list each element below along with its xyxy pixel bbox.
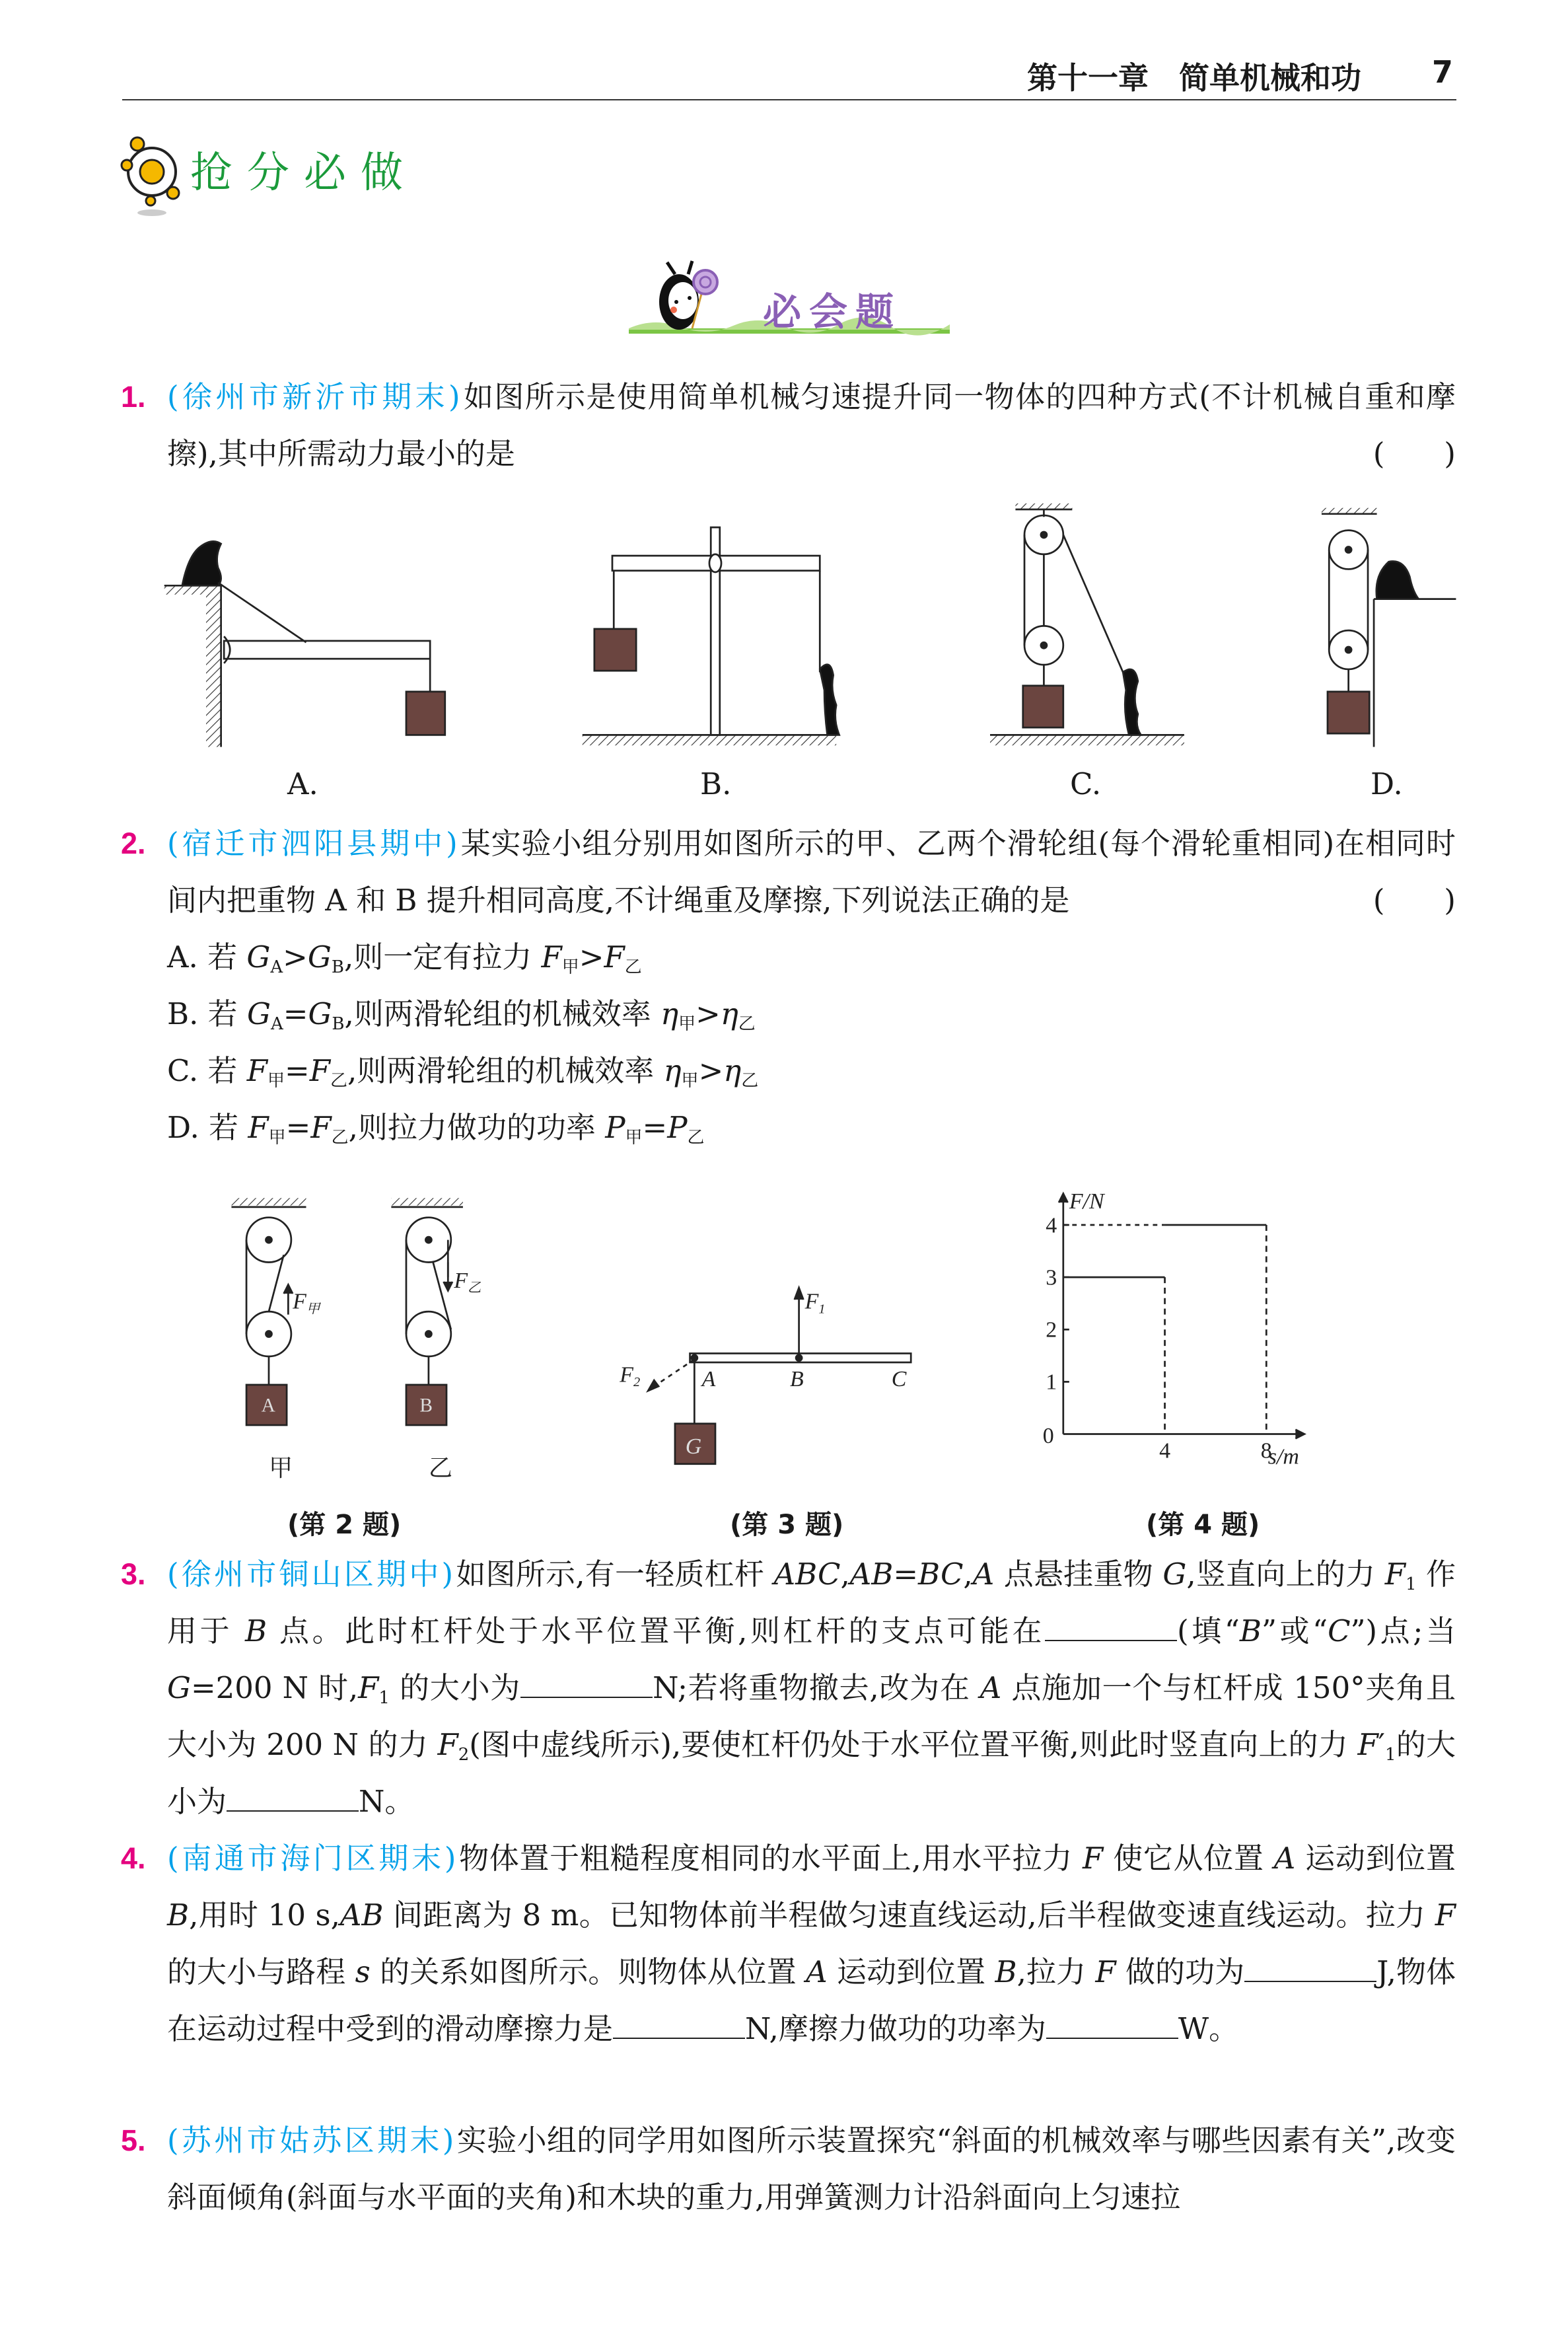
question-number: 1. [121,380,146,414]
page-number: 7 [1432,54,1454,90]
weight-g-label: G [685,1434,702,1459]
question-text: 如图所示,有一轻质杠杆 ABC,AB=BC,A 点悬挂重物 G,竖直向上的力 $F_1$ 作用于 B 点。此时杠杆处于水平位置平衡,则杠杆的支点可能在 (填“B”或“C”)点;当 G=200 N 时$,F_1$ 的大小为 N;若将重物撤去,改为在 A 点施加一个与杠杆成 150°夹角且大小为 200 N 的力 $F_2$(图中虚线所示),要使杠杆仍处于水平位置平衡,则此时竖直向上的力 $F'_1$的大小为 N。 [167,1557,1456,1819]
section-title: 抢分必做 [190,149,417,198]
question-number: 3. [121,1557,146,1591]
figure-a-lever-wall [164,541,445,747]
x-tick-label: 8 [1260,1438,1272,1463]
figure-b-balance [583,527,839,745]
y-axis-arrow [1059,1194,1068,1203]
force-f2-label: $F_2$ [620,1362,641,1390]
question-text: 物体置于粗糙程度相同的水平面上,用水平拉力 F 使它从位置 A 运动到位置 B,用时 10 s,AB 间距离为 8 m。已知物体前半程做匀速直线运动,后半程做变速直线运动。拉力 F 的大小与路程 s 的关系如图所示。则物体从位置 A 运动到位置 B,拉力 F 做的功为 J,物体在运动过程中受到的滑动摩擦力是 N,摩擦力做功的功率为 W。 [167,1841,1456,2046]
figure-label-a: A. [287,766,318,801]
answer-bracket[interactable]: ( ) [1372,436,1456,471]
point-b-label: B [790,1367,804,1392]
y-axis-label: F/N [1069,1189,1104,1214]
question-text: 如图所示是使用简单机械匀速提升同一物体的四种方式(不计机械自重和摩擦),其中所需动力最小的是 [167,379,1456,471]
y-tick-label: 3 [1046,1265,1057,1290]
option-b: B. 若 $G_A=G_B$,则两滑轮组的机械效率 $\eta_甲>\eta_乙$ [167,996,756,1034]
y-tick-label: 2 [1046,1317,1057,1343]
x-axis-arrow [1295,1430,1304,1439]
origin-label: 0 [1042,1424,1054,1449]
point-c-label: C [891,1367,907,1392]
option-d: D. 若 $F_甲=F_乙$,则拉力做功的功率 $P_甲=P_乙$ [167,1110,705,1148]
question-number: 2. [121,827,146,860]
answer-bracket[interactable]: ( ) [1372,883,1456,918]
figure-d-pulley-table [1322,508,1456,747]
y-tick-label: 4 [1046,1213,1057,1238]
option-c: C. 若 $F_甲=F_乙$,则两滑轮组的机械效率 $\eta_甲>\eta_乙$ [167,1053,759,1091]
y-tick-label: 1 [1046,1370,1057,1395]
point-a-label: A [701,1367,716,1392]
question-source: (苏州市姑苏区期末) [167,2123,457,2158]
force-yi-label: $F_乙$ [454,1268,481,1296]
chapter-header: 第十一章 简单机械和功 [1027,60,1361,96]
question-number: 4. [121,1841,146,1875]
figure-label-d: D. [1371,766,1403,801]
figure-c-pulley-ground [990,503,1184,745]
force-f1-label: $F_1$ [804,1289,826,1317]
question-text: 实验小组的同学用如图所示装置探究“斜面的机械效率与哪些因素有关”,改变斜面倾角(斜面与水平面的夹角)和木块的重力,用弹簧测力计沿斜面向上匀速拉 [167,2123,1456,2215]
figure-label-c: C. [1070,766,1102,801]
figure-caption-3: (第 3 题) [730,1510,844,1540]
figure-label-b: B. [700,766,732,801]
question-source: (宿迁市泗阳县期中) [167,826,460,861]
question-source: (徐州市新沂市期末) [167,379,463,414]
force-jia-label: $F_甲$ [293,1289,320,1317]
question-number: 5. [121,2123,146,2157]
question-source: (徐州市铜山区期中) [167,1557,456,1592]
group-yi-label: 乙 [428,1454,453,1481]
banner-title: 必会题 [763,289,902,334]
x-tick-label: 4 [1159,1438,1171,1463]
figure-caption-4: (第 4 题) [1146,1510,1260,1540]
question-source: (南通市海门区期末) [167,1841,459,1876]
block-a-label: A [261,1395,275,1417]
group-jia-label: 甲 [268,1454,293,1481]
figure-caption-2: (第 2 题) [287,1510,402,1540]
x-axis-label: s/m [1267,1444,1299,1469]
figure-4-chart [1043,1189,1304,1469]
block-b-label: B [419,1395,433,1417]
figure-2-pulley-groups [231,1198,462,1425]
question-text: 某实验小组分别用如图所示的甲、乙两个滑轮组(每个滑轮重相同)在相同时间内把重物 A 和 B 提升相同高度,不计绳重及摩擦,下列说法正确的是 [167,826,1456,918]
option-a: A. 若 $G_A>G_B$,则一定有拉力 $F_甲>F_乙$ [167,940,642,977]
